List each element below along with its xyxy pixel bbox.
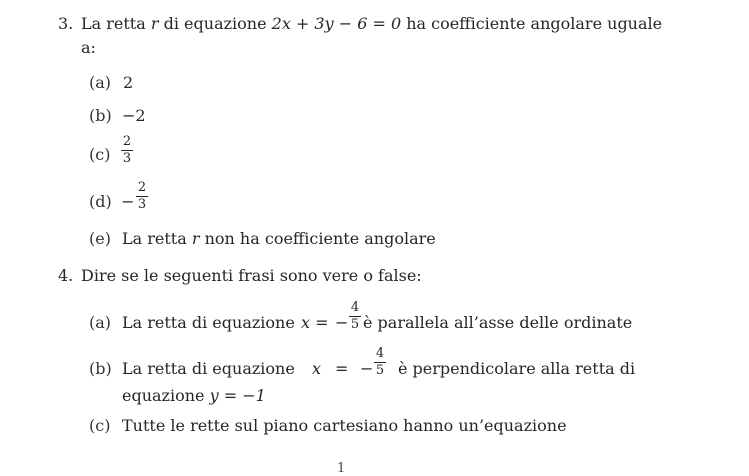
q4-item-b-fraction xyxy=(374,347,386,378)
q3-option-d-sign: − xyxy=(121,192,135,211)
q3-option-d-denominator: 3 xyxy=(137,197,147,212)
q4-item-a-label: (a) xyxy=(89,313,112,332)
q4-item-b-text-after: è perpendicolare alla retta di xyxy=(398,359,636,378)
question-3-text-part1: La retta xyxy=(81,14,151,33)
q4-item-a-numerator: 4 xyxy=(350,300,360,315)
q4-item-a-sign: − xyxy=(335,313,349,332)
question-3-text xyxy=(81,14,662,33)
q3-option-c-denominator: 3 xyxy=(122,151,132,166)
question-3-text-part2: di equazione xyxy=(158,14,272,33)
question-4-number: 4. xyxy=(58,266,74,285)
q4-item-a-text-before: La retta di equazione xyxy=(122,313,295,332)
q4-item-b-line2-text: equazione xyxy=(122,386,210,405)
q3-option-c-label: (c) xyxy=(89,145,111,164)
q3-option-d-label: (d) xyxy=(89,192,112,211)
q3-option-a-value: 2 xyxy=(123,73,134,92)
q4-item-c-label: (c) xyxy=(89,416,111,435)
q3-option-e-var-r: r xyxy=(191,229,200,248)
q4-item-b-denominator: 5 xyxy=(375,363,385,378)
q3-option-c-numerator: 2 xyxy=(122,134,132,149)
q4-item-a-text-after: è parallela all’asse delle ordinate xyxy=(363,313,633,332)
q4-item-b-label: (b) xyxy=(89,359,112,378)
question-3-text-part3: ha coefficiente angolare uguale xyxy=(401,14,663,33)
q3-option-e-text xyxy=(122,229,436,248)
question-3-text-line2: a: xyxy=(81,38,96,57)
q4-item-a-denominator: 5 xyxy=(350,317,360,332)
question-4-text: Dire se le seguenti frasi sono vere o false: xyxy=(81,266,422,285)
question-3-number: 3. xyxy=(58,14,74,33)
page-number: 1 xyxy=(337,461,346,476)
q4-item-b-text-before: La retta di equazione xyxy=(122,359,295,378)
q3-option-c-fraction xyxy=(121,135,133,166)
q3-option-b-label: (b) xyxy=(89,106,112,125)
q3-option-e-label: (e) xyxy=(89,229,111,248)
q4-item-a-eq-left: x = xyxy=(301,313,329,332)
question-3-equation: 2x + 3y − 6 = 0 xyxy=(271,14,402,33)
q3-option-d-fraction xyxy=(136,181,148,212)
q4-item-b-sign: − xyxy=(360,359,374,378)
q3-option-e-text-part1: La retta xyxy=(122,229,192,248)
question-3-var-r: r xyxy=(150,14,159,33)
q4-item-b-eq-left: x xyxy=(312,359,322,378)
q3-option-a-label: (a) xyxy=(89,73,112,92)
q3-option-d-numerator: 2 xyxy=(137,180,147,195)
q3-option-b-value: −2 xyxy=(122,106,146,125)
q4-item-b-eq-sign: = xyxy=(335,359,349,378)
q4-item-c-text: Tutte le rette sul piano cartesiano hanno un’equazione xyxy=(122,416,567,435)
q3-option-e-text-part2: non ha coefficiente angolare xyxy=(199,229,436,248)
q4-item-b-line2-eq: y = −1 xyxy=(209,386,266,405)
q4-item-b-numerator: 4 xyxy=(375,346,385,361)
q4-item-b-line2 xyxy=(122,386,266,405)
q4-item-a-fraction xyxy=(349,301,361,332)
